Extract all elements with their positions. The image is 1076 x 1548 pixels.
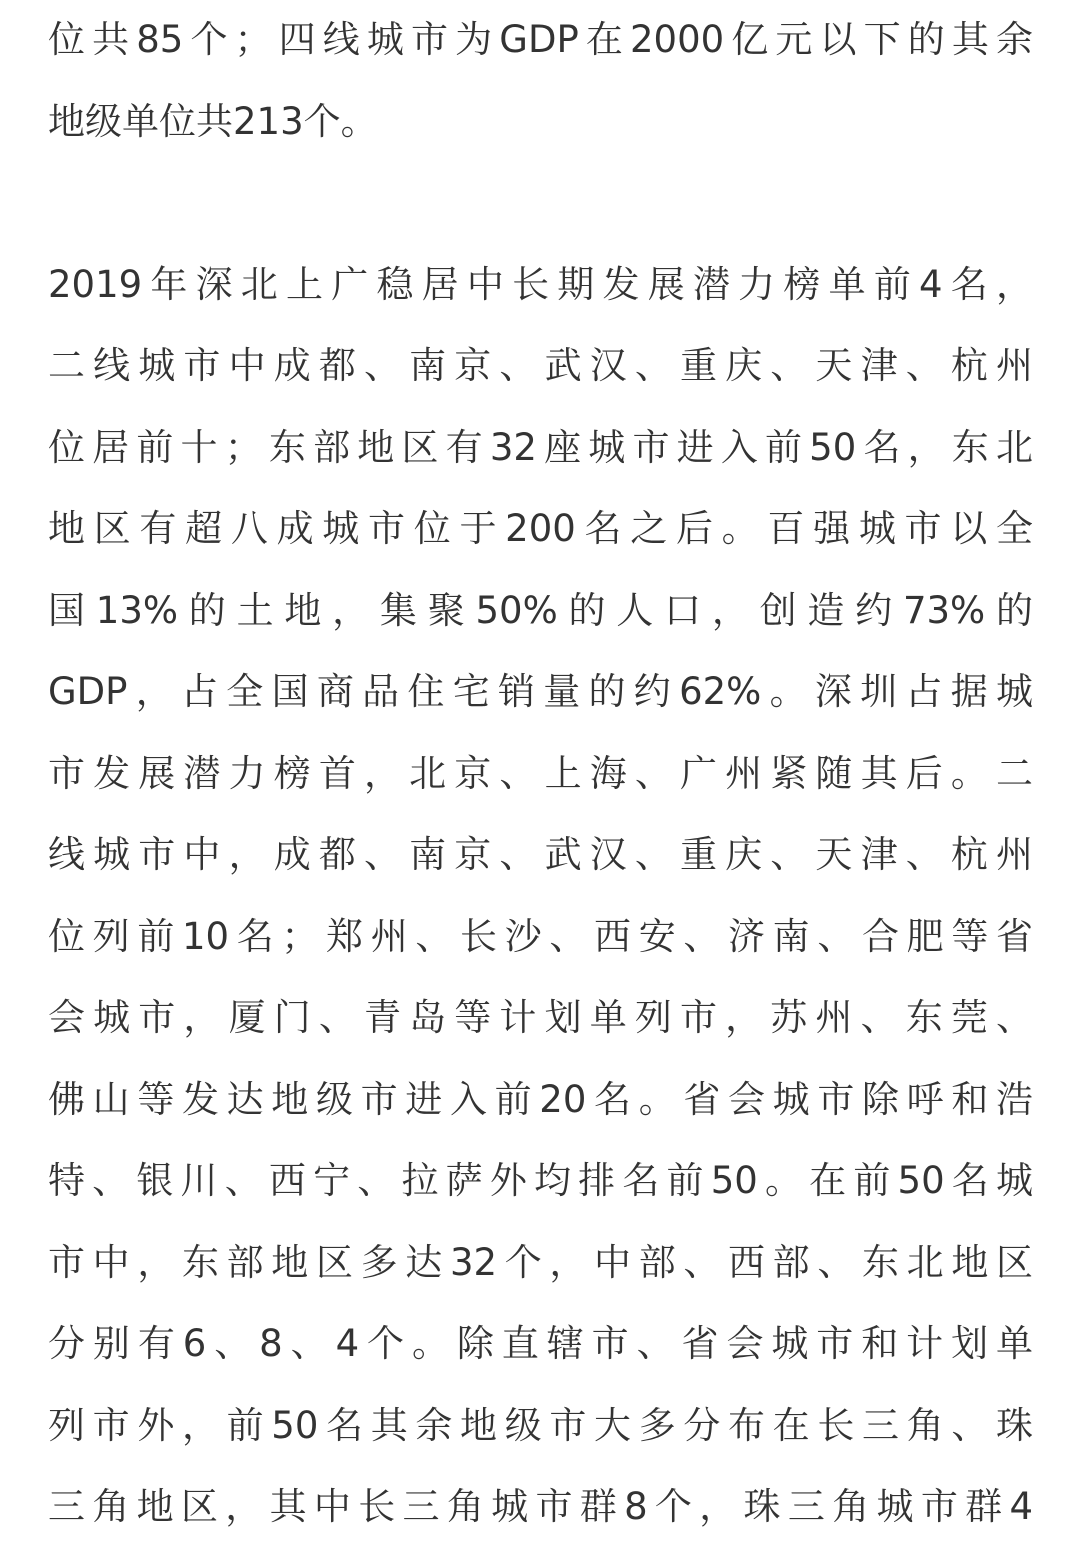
article-body <box>48 0 1033 1548</box>
text-line: 地级单位共213个。 <box>48 99 378 143</box>
text-line: 国13%的土地，集聚50%的人口，创造约73%的 <box>48 588 1033 632</box>
text-line: 位共85个；四线城市为GDP在2000亿元以下的其余 <box>48 18 1033 61</box>
paragraph-city-potential-ranking <box>48 244 1033 1548</box>
text-line: 列市外，前50名其余地级市大多分布在长三角、珠 <box>48 1403 1033 1447</box>
text-line: 特、银川、西宁、拉萨外均排名前50。在前50名城 <box>48 1159 1033 1202</box>
text-line: 分别有6、8、4个。除直辖市、省会城市和计划单 <box>48 1322 1033 1365</box>
text-line: 会城市，厦门、青岛等计划单列市，苏州、东莞、 <box>48 996 1033 1039</box>
text-line: 市中，东部地区多达32个，中部、西部、东北地区 <box>48 1240 1033 1284</box>
text-line: 三角地区，其中长三角城市群8个，珠三角城市群4 <box>48 1485 1033 1528</box>
text-line: 线城市中，成都、南京、武汉、重庆、天津、杭州 <box>48 833 1033 876</box>
text-line: 市发展潜力榜首，北京、上海、广州紧随其后。二 <box>48 751 1033 795</box>
text-line: 位居前十；东部地区有32座城市进入前50名，东北 <box>48 425 1033 469</box>
text-line: 位列前10名；郑州、长沙、西安、济南、合肥等省 <box>48 914 1033 958</box>
text-line: 二线城市中成都、南京、武汉、重庆、天津、杭州 <box>48 344 1033 387</box>
text-line: 佛山等发达地级市进入前20名。省会城市除呼和浩 <box>48 1077 1033 1121</box>
text-line: GDP，占全国商品住宅销量的约62%。深圳占据城 <box>48 670 1033 713</box>
text-line: 2019年深北上广稳居中长期发展潜力榜单前4名， <box>48 262 1033 306</box>
text-line: 地区有超八成城市位于200名之后。百强城市以全 <box>48 507 1033 550</box>
paragraph-gap <box>48 162 1033 244</box>
paragraph-city-tiers <box>48 0 1033 162</box>
